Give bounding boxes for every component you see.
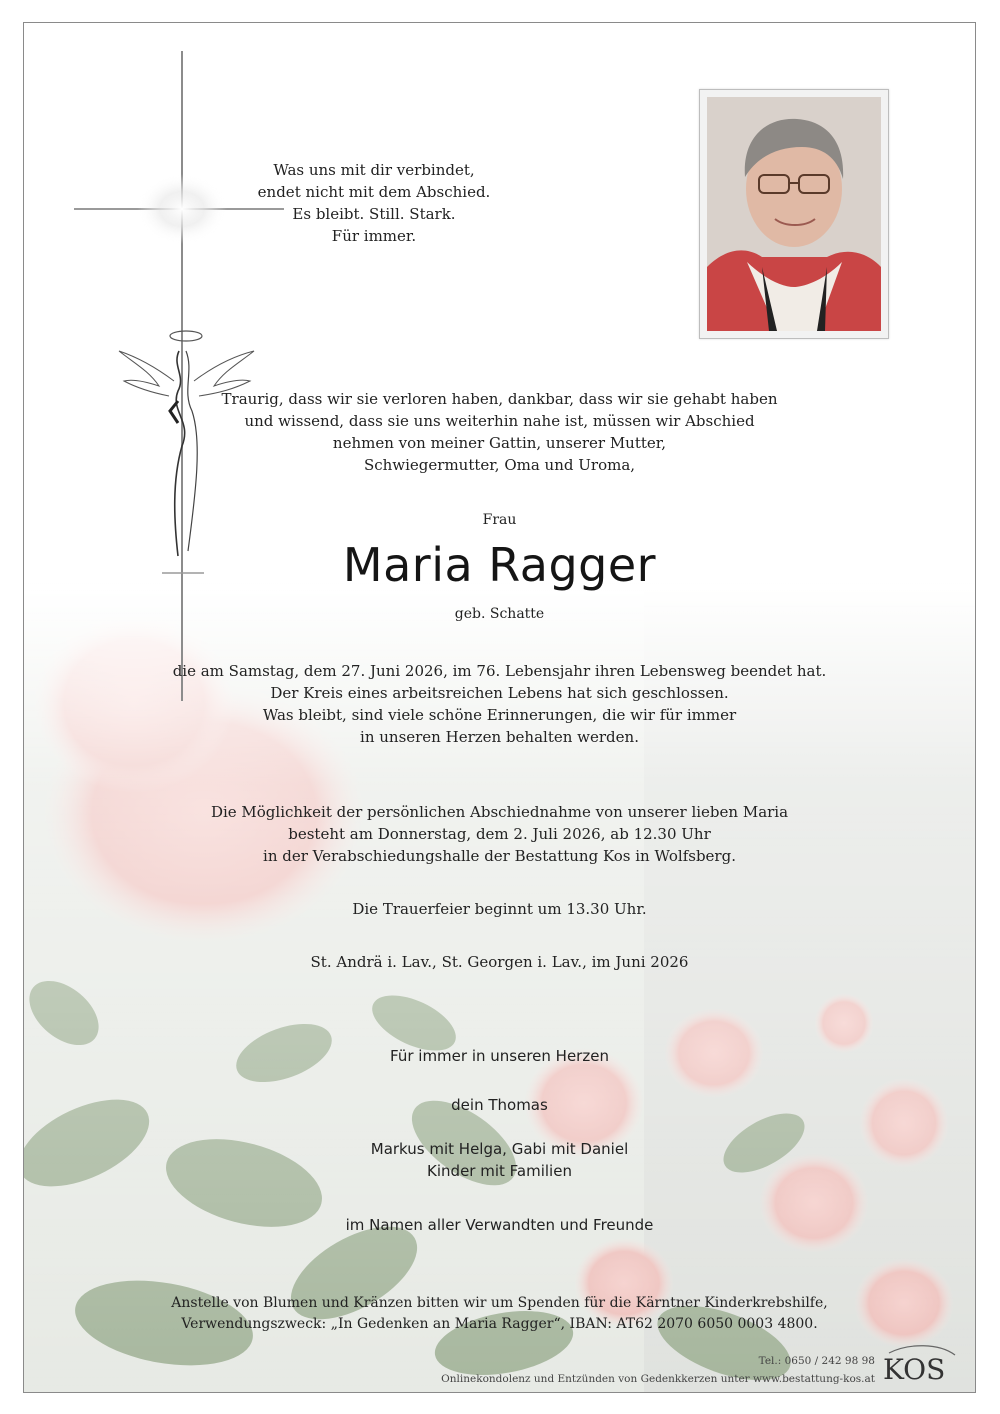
logo-text: KOS [883,1353,946,1385]
quote-line: endet nicht mit dem Abschied. [257,183,491,201]
phone-number: Tel.: 0650 / 242 98 98 [758,1355,875,1367]
farewell-line: Die Möglichkeit der persönlichen Abschiednahme von unserer lieben Maria [210,803,789,821]
death-line: die am Samstag, dem 27. Juni 2026, im 76. Lebensjahr ihren Lebensweg beendet hat. [172,662,827,680]
farewell-line: besteht am Donnerstag, dem 2. Juli 2026, ab 12.30 Uhr [288,825,711,843]
intro-paragraph [24,388,975,476]
signature-children [24,1138,975,1182]
intro-line: und wissend, dass sie uns weiterhin nahe ist, müssen wir Abschied [244,412,755,430]
donation-note [24,1293,975,1335]
quote-line: Es bleibt. Still. Stark. [292,205,456,223]
intro-line: Schwiegermutter, Oma und Uroma, [363,456,636,474]
maiden-name: geb. Schatte [454,606,545,622]
donation-line: Anstelle von Blumen und Kränzen bitten wir um Spenden für die Kärntner Kinderkrebshilfe, [171,1295,828,1311]
intro-line: Traurig, dass wir sie verloren haben, dankbar, dass wir sie gehabt haben [221,390,778,408]
quote-block [224,159,524,247]
signature-husband: dein Thomas [451,1096,548,1114]
quote-line: Für immer. [331,227,417,245]
ceremony-time: Die Trauerfeier beginnt um 13.30 Uhr. [352,900,647,918]
kos-logo [879,1345,959,1385]
place-date: St. Andrä i. Lav., St. Georgen i. Lav., im Juni 2026 [310,953,689,971]
obituary-card [23,22,976,1393]
death-line: in unseren Herzen behalten werden. [360,728,639,746]
salutation: Frau [482,512,517,528]
portrait-photo [707,97,881,331]
children-families: Kinder mit Familien [427,1162,572,1180]
farewell-line: in der Verabschiedungshalle der Bestattung Kos in Wolfsberg. [263,847,736,865]
deceased-name: Maria Ragger [342,538,657,592]
death-line: Was bleibt, sind viele schöne Erinnerungen, die wir für immer [262,706,737,724]
farewell-info [24,801,975,867]
children-names: Markus mit Helga, Gabi mit Daniel [370,1140,629,1158]
signature-line: Für immer in unseren Herzen [390,1047,609,1065]
intro-line: nehmen von meiner Gattin, unserer Mutter, [332,434,667,452]
death-line: Der Kreis eines arbeitsreichen Lebens hat sich geschlossen. [270,684,729,702]
signature-relatives: im Namen aller Verwandten und Freunde [345,1216,654,1234]
death-notice [24,660,975,748]
donation-line: Verwendungszweck: „In Gedenken an Maria Ragger“, IBAN: AT62 2070 6050 0003 4800. [181,1316,818,1332]
quote-line: Was uns mit dir verbindet, [273,161,475,179]
portrait-frame [699,89,889,339]
website-link[interactable]: Onlinekondolenz und Entzünden von Gedenkkerzen unter www.bestattung-kos.at [441,1373,875,1385]
